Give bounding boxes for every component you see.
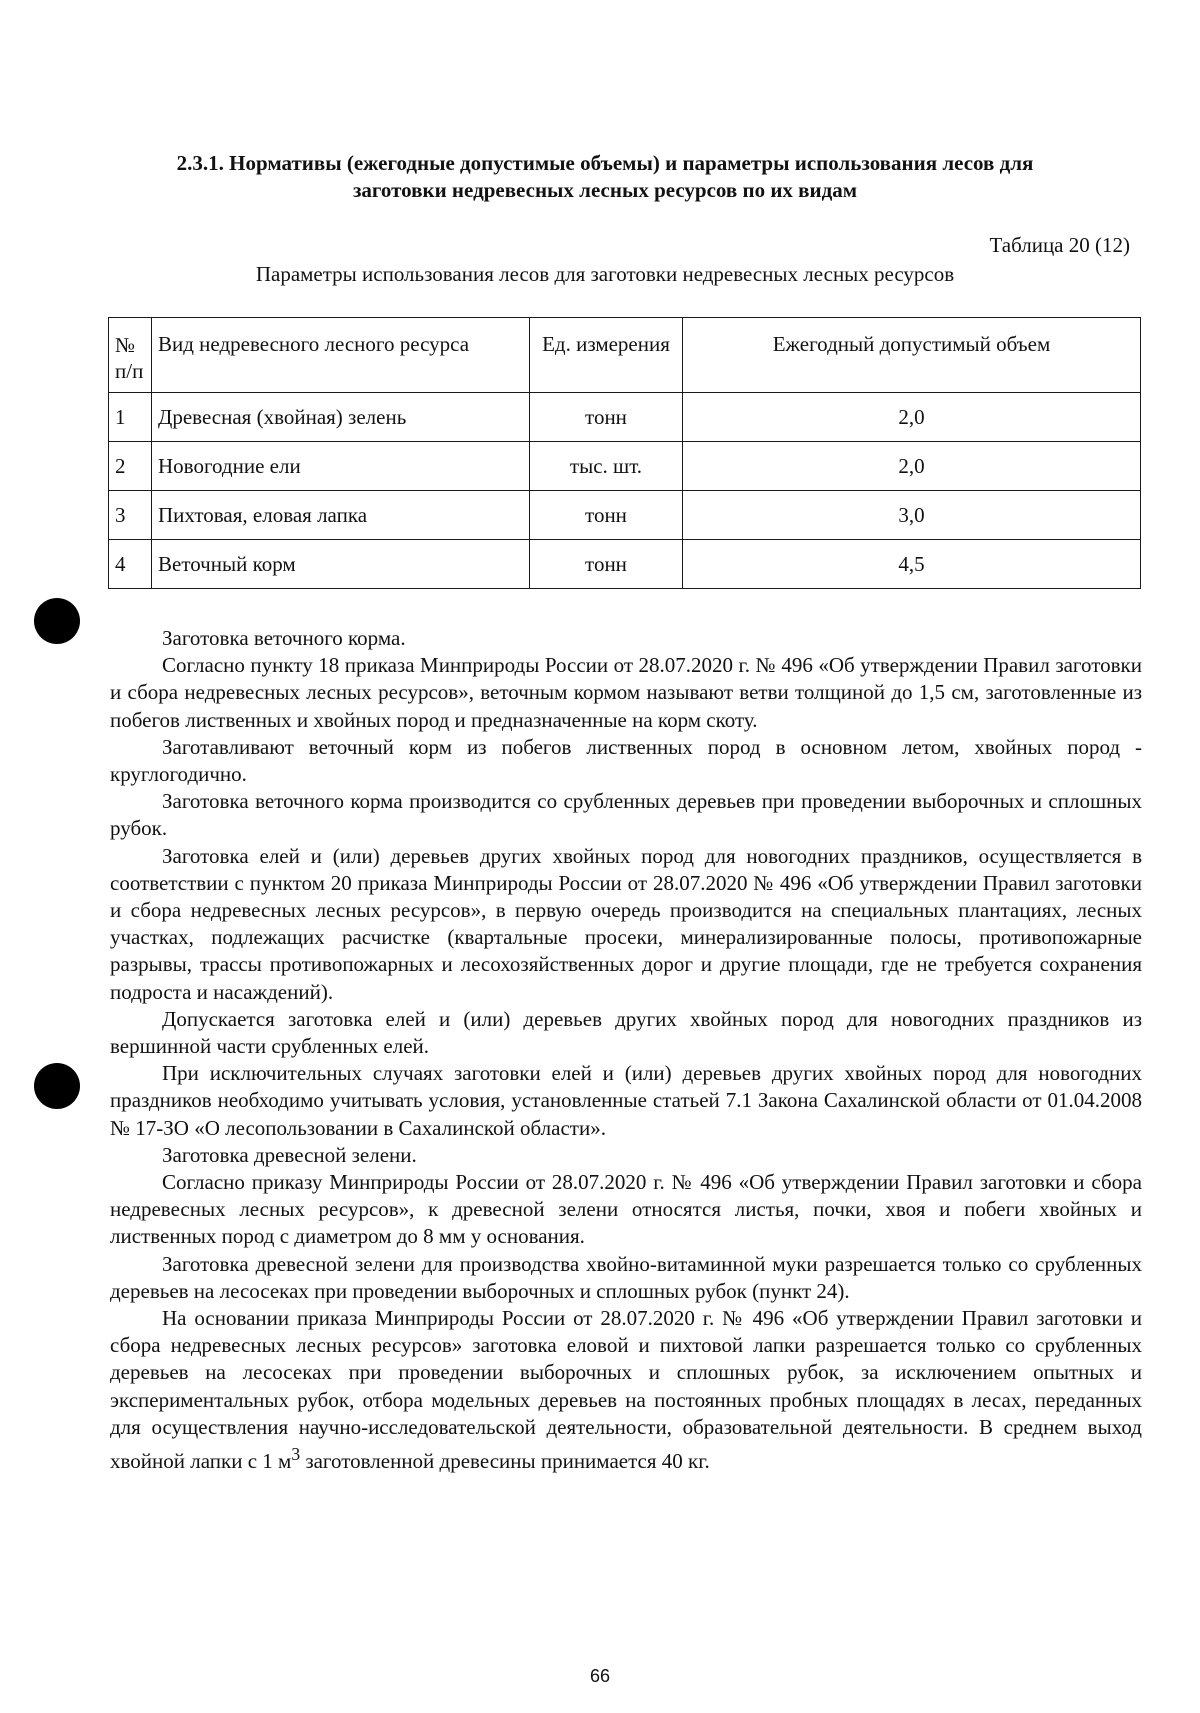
table-caption: Параметры использования лесов для заготовки недревесных лесных ресурсов	[255, 262, 955, 286]
cell-no: 4	[109, 540, 152, 589]
paragraph: Заготовка веточного корма.	[162, 626, 406, 650]
punch-hole-mark	[34, 1063, 80, 1109]
header-no-line-1: №	[115, 333, 136, 357]
cell-unit: тонн	[530, 393, 683, 442]
header-unit: Ед. измерения	[530, 318, 683, 393]
cell-resource-type: Новогодние ели	[152, 442, 530, 491]
section-heading-line-2: заготовки недревесных лесных ресурсов по их видам	[352, 178, 858, 202]
cell-annual-volume: 4,5	[683, 540, 1141, 589]
paragraph: Заготовка елей и (или) деревьев других хвойных пород для новогодних праздников, осуществляется в соответствии с пунктом 20 приказа Минприроды России от 28.07.2020 № 496 «Об утверждении Правил заготовки и сбора недревесных лесных ресурсов», в первую очередь производится на специальных плантациях, лесных участках, подлежащих расчистке (квартальные просеки, минерализированные полосы, противопожарные разрывы, трассы противопожарных и лесохозяйственных дорог и другие площади, где не требуется сохранения подроста и насаждений).	[110, 843, 1142, 1004]
cell-no: 1	[109, 393, 152, 442]
table-header-row	[109, 318, 1141, 393]
superscript-3: 3	[291, 1444, 301, 1465]
header-no	[109, 318, 152, 393]
cell-resource-type: Веточный корм	[152, 540, 530, 589]
header-no-line-2: п/п	[115, 359, 144, 383]
paragraph: При исключительных случаях заготовки елей и (или) деревьев других хвойных пород для новогодних праздников необходимо учитывать условия, установленные статьей 7.1 Закона Сахалинской области от 01.04.2008 № 17-ЗО «О лесопользовании в Сахалинской области».	[110, 1061, 1142, 1140]
cell-no: 2	[109, 442, 152, 491]
cell-unit: тыс. шт.	[530, 442, 683, 491]
page-number: 66	[589, 1666, 611, 1686]
paragraph-last-tail: заготовленной древесины принимается 40 кг.	[300, 1449, 710, 1474]
body-text	[110, 625, 1142, 1475]
header-resource-type: Вид недревесного лесного ресурса	[152, 318, 530, 393]
paragraph: Допускается заготовка елей и (или) деревьев других хвойных пород для новогодних праздников из вершинной части срубленных елей.	[110, 1006, 1142, 1059]
cell-annual-volume: 2,0	[683, 442, 1141, 491]
cell-no: 3	[109, 491, 152, 540]
cell-resource-type: Пихтовая, еловая лапка	[152, 491, 530, 540]
cell-annual-volume: 2,0	[683, 393, 1141, 442]
cell-unit: тонн	[530, 491, 683, 540]
paragraph: Согласно приказу Минприроды России от 28.07.2020 г. № 496 «Об утверждении Правил заготовки и сбора недревесных лесных ресурсов», к древесной зелени относятся листья, почки, хвоя и побеги хвойных и лиственных пород с диаметром до 8 мм у основания.	[110, 1170, 1142, 1249]
table-row	[109, 491, 1141, 540]
paragraph: Согласно пункту 18 приказа Минприроды России от 28.07.2020 г. № 496 «Об утверждении Правил заготовки и сбора недревесных лесных ресурсов», веточным кормом называют ветви толщиной до 1,5 см, заготовленные из побегов лиственных и хвойных пород и предназначенные на корм скоту.	[110, 653, 1142, 732]
cell-unit: тонн	[530, 540, 683, 589]
section-heading	[110, 150, 1100, 204]
punch-hole-mark	[34, 598, 80, 644]
paragraph: Заготовка древесной зелени для производства хвойно-витаминной муки разрешается только со срубленных деревьев на лесосеках при проведении выборочных и сплошных рубок (пункт 24).	[110, 1251, 1142, 1303]
cell-resource-type: Древесная (хвойная) зелень	[152, 393, 530, 442]
section-heading-line-1: 2.3.1. Нормативы (ежегодные допустимые объемы) и параметры использования лесов для	[176, 151, 1034, 175]
table-number: Таблица 20 (12)	[989, 233, 1130, 257]
paragraph: Заготовка веточного корма производится со срубленных деревьев при проведении выборочных и сплошных рубок.	[110, 789, 1142, 841]
table-row	[109, 540, 1141, 589]
cell-annual-volume: 3,0	[683, 491, 1141, 540]
paragraph: Заготовка древесной зелени.	[162, 1142, 417, 1167]
paragraph: Заготавливают веточный корм из побегов лиственных пород в основном летом, хвойных пород - круглогодично.	[110, 734, 1142, 787]
paragraph-last	[110, 1305, 1142, 1475]
resources-table	[108, 317, 1141, 589]
table-row	[109, 442, 1141, 491]
header-annual-volume: Ежегодный допустимый объем	[683, 318, 1141, 393]
paragraph-last-text: На основании приказа Минприроды России от 28.07.2020 г. № 496 «Об утверждении Правил заготовки и сбора недревесных лесных ресурсов» заготовка еловой и пихтовой лапки разрешается только со срубленных деревьев на лесосеках при проведении выборочных и сплошных рубок, за исключением опытных и экспериментальных рубок, отбора модельных деревьев на постоянных пробных площадях в лесах, переданных для осуществления научно-исследовательской деятельности, образовательной деятельности. В среднем выход хвойной лапки с 1 м	[110, 1306, 1142, 1474]
table-row	[109, 393, 1141, 442]
